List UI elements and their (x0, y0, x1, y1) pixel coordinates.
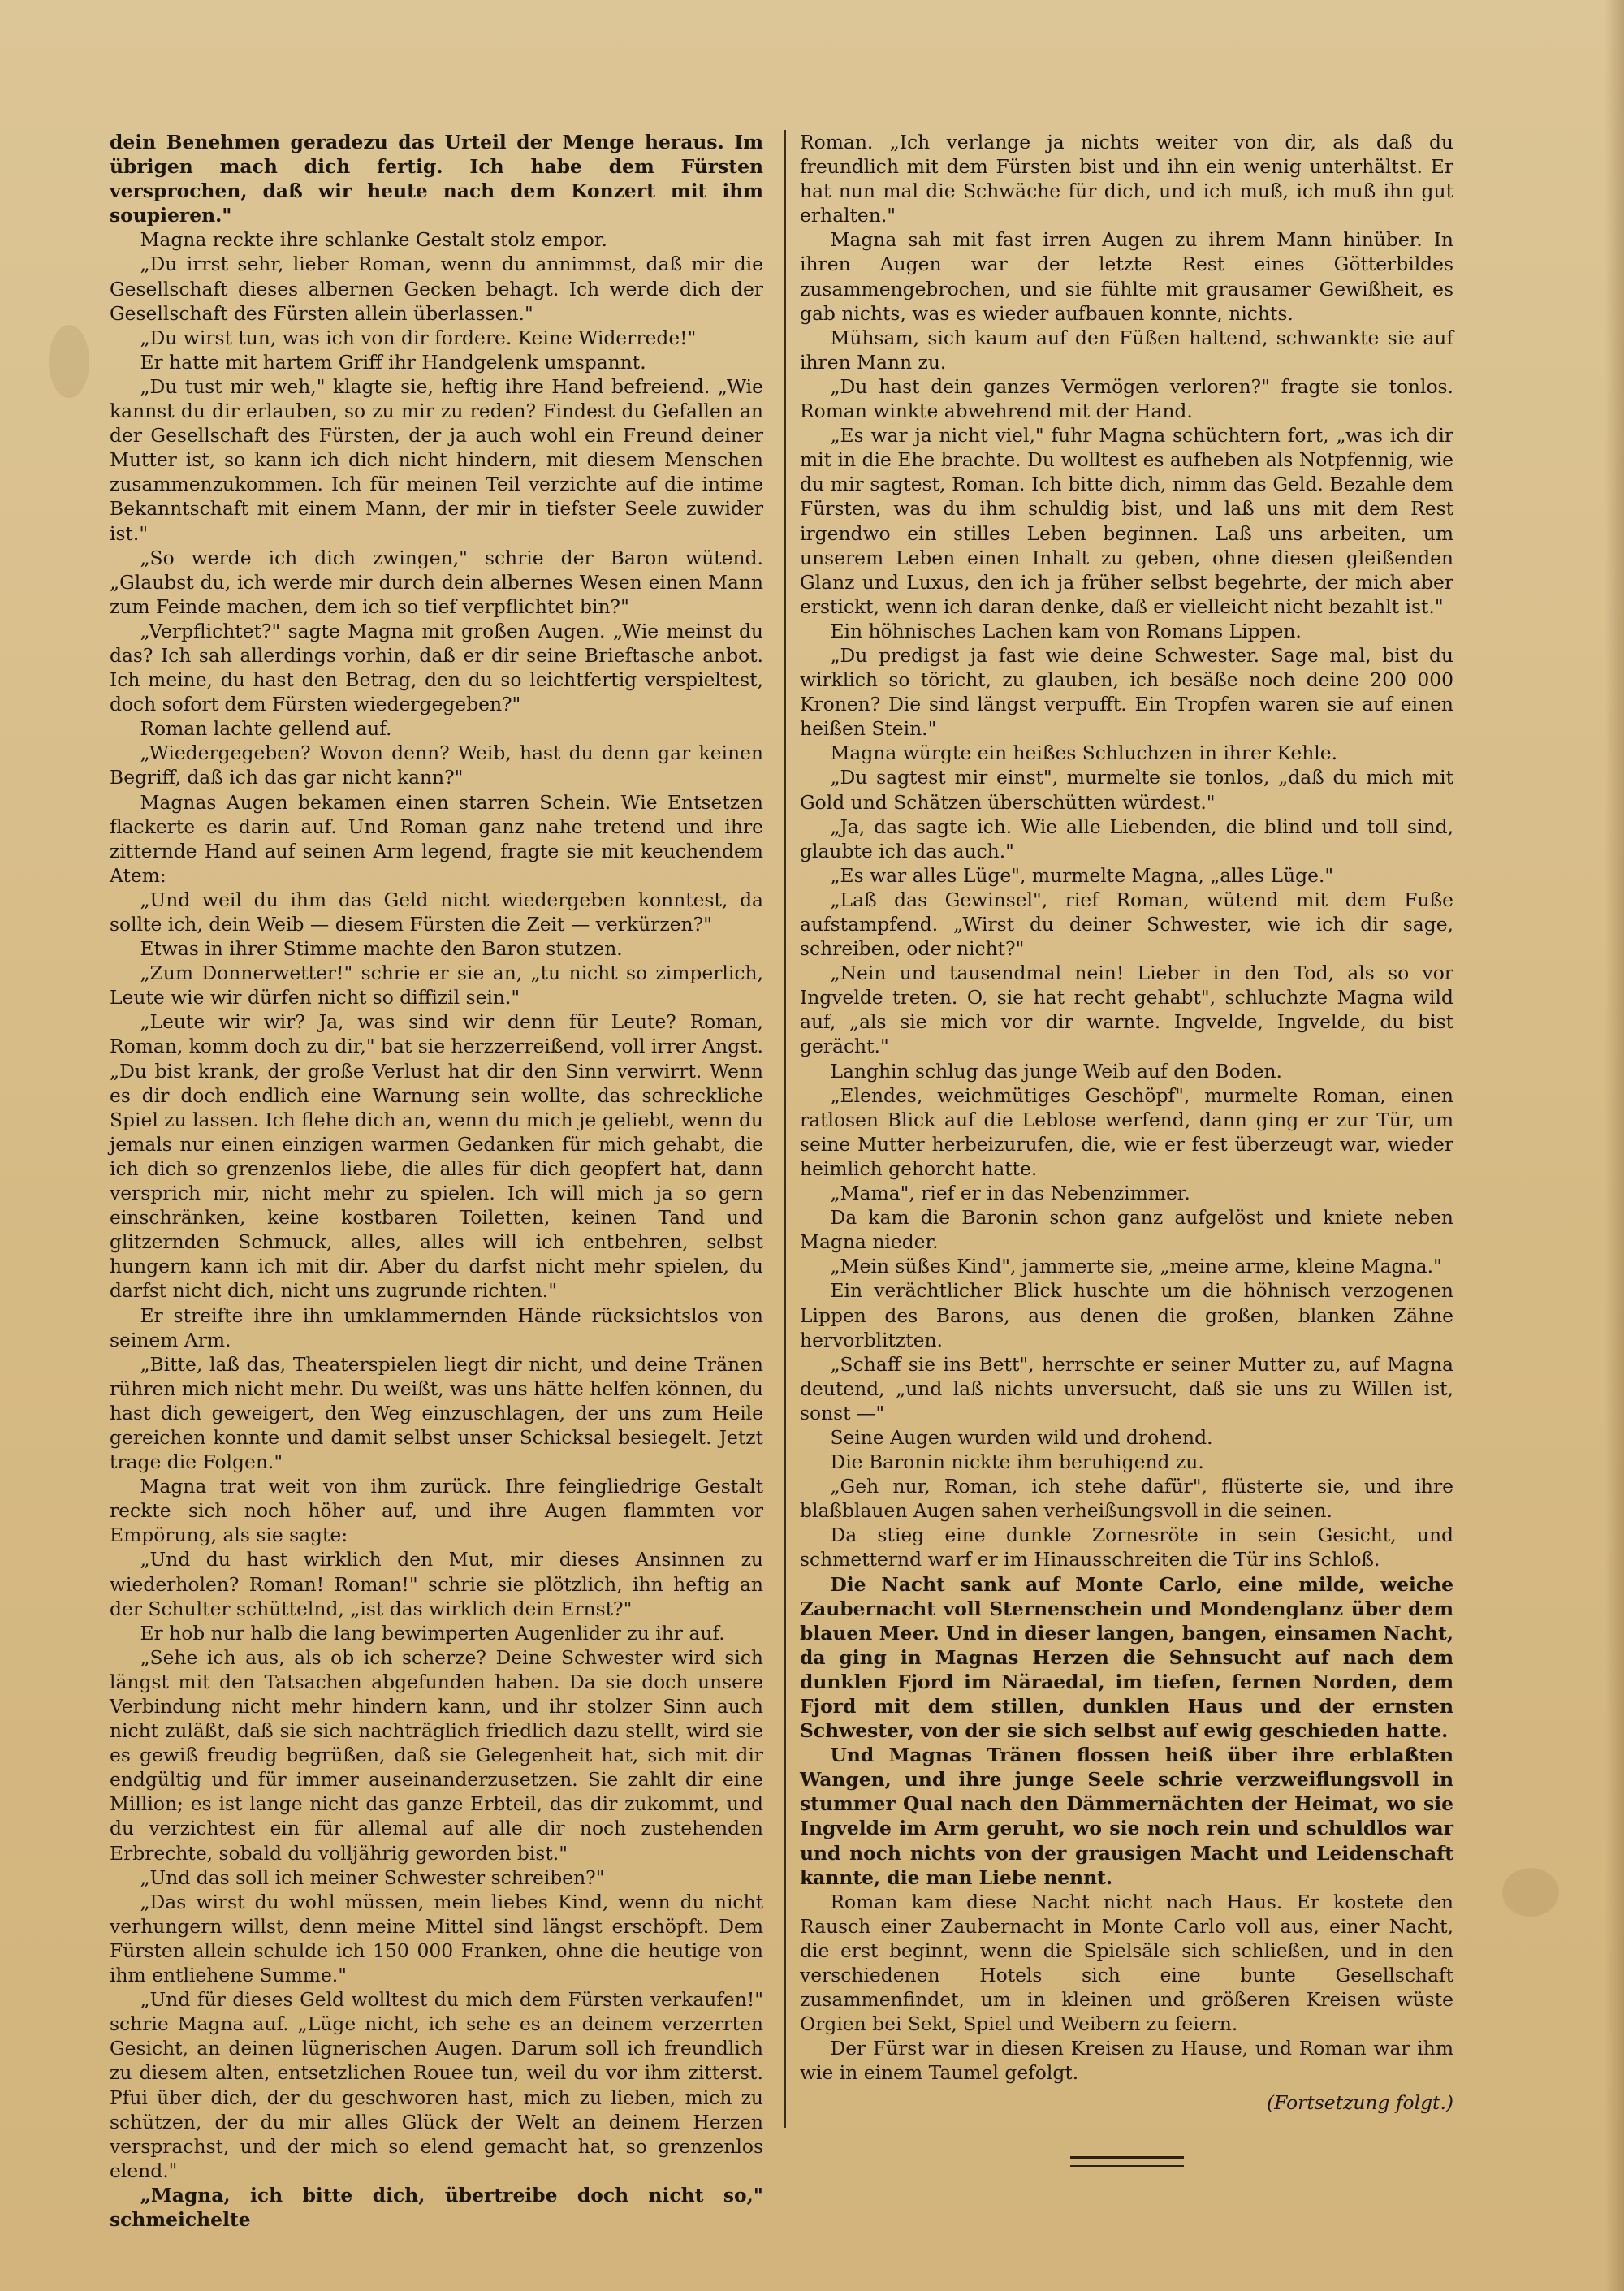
paragraph: „Das wirst du wohl müssen, mein liebes Kind, wenn du nicht verhungern willst, denn meine Mittel sind längst erschöpft. Dem Fürsten allein schulde ich 150 000 Franken, ohne die heutige von ihm entliehene Summe." (110, 1890, 763, 1987)
paragraph: Die Nacht sank auf Monte Carlo, eine milde, weiche Zaubernacht voll Sternenschein und Mondenglanz über dem blauen Meer. Und in dieser langen, bangen, einsamen Nacht, da ging in Magnas Herzen die Sehnsucht auf nach dem dunklen Fjord im Näraedal, im tiefen, fernen Norden, dem Fjord mit dem stillen, dunklen Haus und der ernsten Schwester, von der sie sich selbst auf ewig geschieden hatte. (800, 1572, 1453, 1743)
column-divider (784, 130, 786, 2128)
paragraph: Langhin schlug das junge Weib auf den Boden. (830, 1059, 1282, 1083)
end-ornament (1070, 2156, 1184, 2167)
paragraph: „Leute wir wir? Ja, was sind wir denn für Leute? Roman, Roman, komm doch zu dir," bat sie herzzerreißend, voll irrer Angst. „Du bist krank, der große Verlust hat dir den Sinn verwirrt. Wenn es dir doch endlich eine Warnung sein wollte, das schreckliche Spiel zu lassen. Ich flehe dich an, wenn du mich je geliebt, wenn du jemals nur einen einzigen warmen Gedanken für mich gehabt, die ich dich so grenzenlos liebe, die alles für dich geopfert hat, dann versprich mir, nicht mehr zu spielen. Ich will mich ja so gern einschränken, keine kostbaren Toiletten, keinen Tand und glitzernden Schmuck, alles, alles will ich entbehren, selbst hungern kann ich mit dir. Aber du darfst nicht mehr spielen, du darfst nicht dich, nicht uns zugrunde richten." (110, 1010, 763, 1303)
paragraph: „Und für dieses Geld wolltest du mich dem Fürsten verkaufen!" schrie Magna auf. „Lüge nicht, ich sehe es an deinem verzerrten Gesicht, an deinen lügnerischen Augen. Darum soll ich freundlich zu diesem alten, entsetzlichen Rouee tun, weil du vor ihm zitterst. Pfui über dich, der du geschworen hast, mich zu lieben, mich zu schützen, der du mir alles Glück der Welt an deinem Herzen versprachst, und der mich so elend gemacht hat, so grenzenlos elend." (110, 1988, 763, 2182)
paragraph: „Du hast dein ganzes Vermögen verloren?" fragte sie tonlos. Roman winkte abwehrend mit der Hand. (800, 374, 1453, 423)
right-text-column (800, 130, 1453, 2115)
paragraph: „Mama", rief er in das Nebenzimmer. (830, 1182, 1190, 1205)
paragraph: „Bitte, laß das, Theaterspielen liegt dir nicht, und deine Tränen rühren mich nicht mehr. Du weißt, was uns hätte helfen können, du hast dich geweigert, den Weg einzuschlagen, der uns zum Heile gereichen konnte und damit selbst unser Schicksal besiegelt. Jetzt trage die Folgen." (110, 1352, 763, 1474)
paragraph: „Und du hast wirklich den Mut, mir dieses Ansinnen zu wiederholen? Roman! Roman!" schrie sie plötzlich, ihn heftig an der Schulter schüttelnd, „ist das wirklich dein Ernst?" (110, 1548, 763, 1620)
paragraph: Magna würgte ein heißes Schluchzen in ihrer Kehle. (830, 741, 1338, 765)
paragraph: Etwas in ihrer Stimme machte den Baron stutzen. (140, 937, 623, 961)
paragraph: „Du tust mir weh," klagte sie, heftig ihre Hand befreiend. „Wie kannst du dir erlauben, so zu mir zu reden? Findest du Gefallen an der Gesellschaft des Fürsten, der ja auch wohl ein Freund deiner Mutter ist, so kann ich dich nicht hindern, mit diesem Menschen zusammenzukommen. Ich für meinen Teil verzichte auf die intime Bekanntschaft mit einem Mann, der mir in tiefster Seele zuwider ist." (110, 374, 763, 545)
paragraph: Ein höhnisches Lachen kam von Romans Lippen. (830, 619, 1302, 642)
paragraph: „Und das soll ich meiner Schwester schreiben?" (140, 1865, 605, 1889)
paragraph: Die Baronin nickte ihm beruhigend zu. (830, 1450, 1204, 1474)
left-text-column (110, 130, 763, 2232)
paragraph: „Und weil du ihm das Geld nicht wiedergeben konntest, da sollte ich, dein Weib — diesem Fürsten die Zeit — verkürzen?" (110, 888, 763, 936)
paragraph: Roman. „Ich verlange ja nichts weiter von dir, als daß du freundlich mit dem Fürsten bist und ihn ein wenig unterhältst. Er hat nun mal die Schwäche für dich, und ich muß, ich muß ihn gut erhalten." (800, 131, 1453, 227)
page-edge (1605, 0, 1624, 2291)
paragraph: „Geh nur, Roman, ich stehe dafür", flüsterte sie, und ihre blaßblauen Augen sahen verheißungsvoll in die seinen. (800, 1475, 1453, 1523)
paragraph: dein Benehmen geradezu das Urteil der Menge heraus. Im übrigen mach dich fertig. Ich habe dem Fürsten versprochen, daß wir heute nach dem Konzert mit ihm soupieren." (110, 131, 763, 227)
paragraph: Seine Augen wurden wild und drohend. (830, 1425, 1213, 1449)
paragraph: Roman lachte gellend auf. (140, 717, 392, 741)
paragraph: „Ja, das sagte ich. Wie alle Liebenden, die blind und toll sind, glaubte ich das auch." (800, 815, 1453, 862)
paragraph: Roman kam diese Nacht nicht nach Haus. Er kostete den Rausch einer Zaubernacht in Monte Carlo voll aus, einer Nacht, die erst beginnt, wenn die Spielsäle sich schließen, und in den verschiedenen Hotels sich eine bunte Gesellschaft zusammenfindet, um in kleinen und größeren Kreisen wüste Orgien bei Sekt, Spiel und Weibern zu feiern. (800, 1890, 1453, 2036)
paragraph: Magna reckte ihre schlanke Gestalt stolz empor. (140, 228, 607, 252)
paragraph: „Zum Donnerwetter!" schrie er sie an, „tu nicht so zimperlich, Leute wie wir dürfen nicht so diffizil sein." (110, 962, 763, 1009)
paragraph: Er hob nur halb die lang bewimperten Augenlider zu ihr auf. (140, 1621, 725, 1645)
paragraph: „Verpflichtet?" sagte Magna mit großen Augen. „Wie meinst du das? Ich sah allerdings vorhin, daß er dir seine Brieftasche anbot. Ich meine, du hast den Betrag, den du so leichtfertig verspieltest, doch sofort dem Fürsten wiedergegeben?" (110, 619, 763, 716)
paragraph: Da stieg eine dunkle Zornesröte in sein Gesicht, und schmetternd warf er im Hinausschreiten die Tür ins Schloß. (800, 1524, 1453, 1571)
paragraph: „Nein und tausendmal nein! Lieber in den Tod, als so vor Ingvelde treten. O, sie hat recht gehabt", schluchzte Magna wild auf, „als sie mich vor dir warnte. Ingvelde, Ingvelde, du bist gerächt." (800, 962, 1453, 1058)
paragraph: „Du wirst tun, was ich von dir fordere. Keine Widerrede!" (140, 326, 697, 349)
paragraph: „Du irrst sehr, lieber Roman, wenn du annimmst, daß mir die Gesellschaft dieses albernen Gecken behagt. Ich werde dich der Gesellschaft des Fürsten allein überlassen." (110, 253, 763, 325)
paragraph: „Wiedergegeben? Wovon denn? Weib, hast du denn gar keinen Begriff, daß ich das gar nicht kann?" (110, 741, 763, 789)
paragraph: Und Magnas Tränen flossen heiß über ihre erblaßten Wangen, und ihre junge Seele schrie verzweiflungsvoll in stummer Qual nach den Dämmernächten der Heimat, wo sie Ingvelde im Arm geruht, wo sie noch rein und schuldlos war und noch nichts von der grausigen Macht und Leidenschaft kannte, die man Liebe nennt. (800, 1744, 1453, 1889)
paragraph: „Du sagtest mir einst", murmelte sie tonlos, „daß du mich mit Gold und Schätzen überschütten würdest." (800, 766, 1453, 814)
paragraph: „Laß das Gewinsel", rief Roman, wütend mit dem Fuße aufstampfend. „Wirst du deiner Schwester, wie ich dir sage, schreiben, oder nicht?" (800, 888, 1453, 961)
paragraph: „Sehe ich aus, als ob ich scherze? Deine Schwester wird sich längst mit den Tatsachen abgefunden haben. Da sie doch unsere Verbindung nicht mehr hindern kann, und ihr stolzer Sinn auch nicht zuläßt, daß sie sich nachträglich friedlich dazu stellt, wird sie es gewiß freudig begrüßen, daß sie Gelegenheit hat, sich mit dir endgültig und für immer auseinanderzusetzen. Sie zahlt dir eine Million; es ist lange nicht das ganze Erbteil, das dir zukommt, und du verzichtest ein für allemal auf alle dir noch zustehenden Erbrechte, sobald du volljährig geworden bist." (110, 1645, 763, 1865)
paragraph: „Du predigst ja fast wie deine Schwester. Sage mal, bist du wirklich so töricht, zu glauben, ich besäße noch deine 200 000 Kronen? Die sind längst verpufft. Ein Tropfen waren sie auf einen heißen Stein." (800, 643, 1453, 741)
paragraph: Da kam die Baronin schon ganz aufgelöst und kniete neben Magna nieder. (800, 1206, 1453, 1254)
paper-stain (1502, 1868, 1559, 1917)
paragraph: Der Fürst war in diesen Kreisen zu Hause, und Roman war ihm wie in einem Taumel gefolgt. (800, 2037, 1453, 2085)
paragraph: „Mein süßes Kind", jammerte sie, „meine arme, kleine Magna." (830, 1255, 1442, 1278)
paragraph: „Es war alles Lüge", murmelte Magna, „alles Lüge." (830, 863, 1334, 887)
paragraph: Ein verächtlicher Blick huschte um die höhnisch verzogenen Lippen des Barons, aus denen die großen, blanken Zähne hervorblitzten. (800, 1279, 1453, 1351)
paragraph: Er hatte mit hartem Griff ihr Handgelenk umspannt. (140, 350, 646, 374)
paragraph: „Es war ja nicht viel," fuhr Magna schüchtern fort, „was ich dir mit in die Ehe brachte. Du wolltest es aufheben als Notpfennig, wie du mir sagtest, Roman. Ich bitte dich, nimm das Geld. Bezahle dem Fürsten, was du ihm schuldig bist, und laß uns mit dem Rest irgendwo ein stilles Leben beginnen. Laß uns arbeiten, um unserem Leben einen Inhalt zu geben, ohne diesen gleißenden Glanz und Luxus, den ich ja früher selbst begehrte, der mich aber erstickt, wenn ich daran denke, daß er vielleicht nicht bezahlt ist." (800, 424, 1453, 618)
paragraph: „So werde ich dich zwingen," schrie der Baron wütend. „Glaubst du, ich werde mir durch dein albernes Wesen einen Mann zum Feinde machen, dem ich so tief verpflichtet bin?" (110, 546, 763, 618)
paragraph: Magnas Augen bekamen einen starren Schein. Wie Entsetzen flackerte es darin auf. Und Roman ganz nahe tretend und ihre zitternde Hand auf seinen Arm legend, fragte sie mit keuchendem Atem: (110, 790, 763, 887)
paragraph: Magna trat weit von ihm zurück. Ihre feingliedrige Gestalt reckte sich noch höher auf, und ihre Augen flammten vor Empörung, als sie sagte: (110, 1475, 763, 1547)
paragraph: „Elendes, weichmütiges Geschöpf", murmelte Roman, einen ratlosen Blick auf die Leblose werfend, dann ging er zur Tür, um seine Mutter herbeizurufen, die, wie er fest überzeugt war, wieder heimlich gehorcht hatte. (800, 1083, 1453, 1180)
paragraph: Magna sah mit fast irren Augen zu ihrem Mann hinüber. In ihren Augen war der letzte Rest eines Götterbildes zusammengebrochen, und sie fühlte mit grausamer Gewißheit, es gab nichts, was es wieder aufbauen konnte, nichts. (800, 228, 1453, 325)
continuation-note: (Fortsetzung folgt.) (1267, 2090, 1453, 2114)
paragraph: „Magna, ich bitte dich, übertreibe doch nicht so," schmeichelte (110, 2183, 763, 2231)
paragraph: Mühsam, sich kaum auf den Füßen haltend, schwankte sie auf ihren Mann zu. (800, 326, 1453, 374)
paper-stain (49, 325, 89, 398)
paragraph: „Schaff sie ins Bett", herrschte er seiner Mutter zu, auf Magna deutend, „und laß nichts unversucht, daß sie uns zu Willen ist, sonst —" (800, 1352, 1453, 1424)
paragraph: Er streifte ihre ihn umklammernden Hände rücksichtslos von seinem Arm. (110, 1303, 763, 1351)
